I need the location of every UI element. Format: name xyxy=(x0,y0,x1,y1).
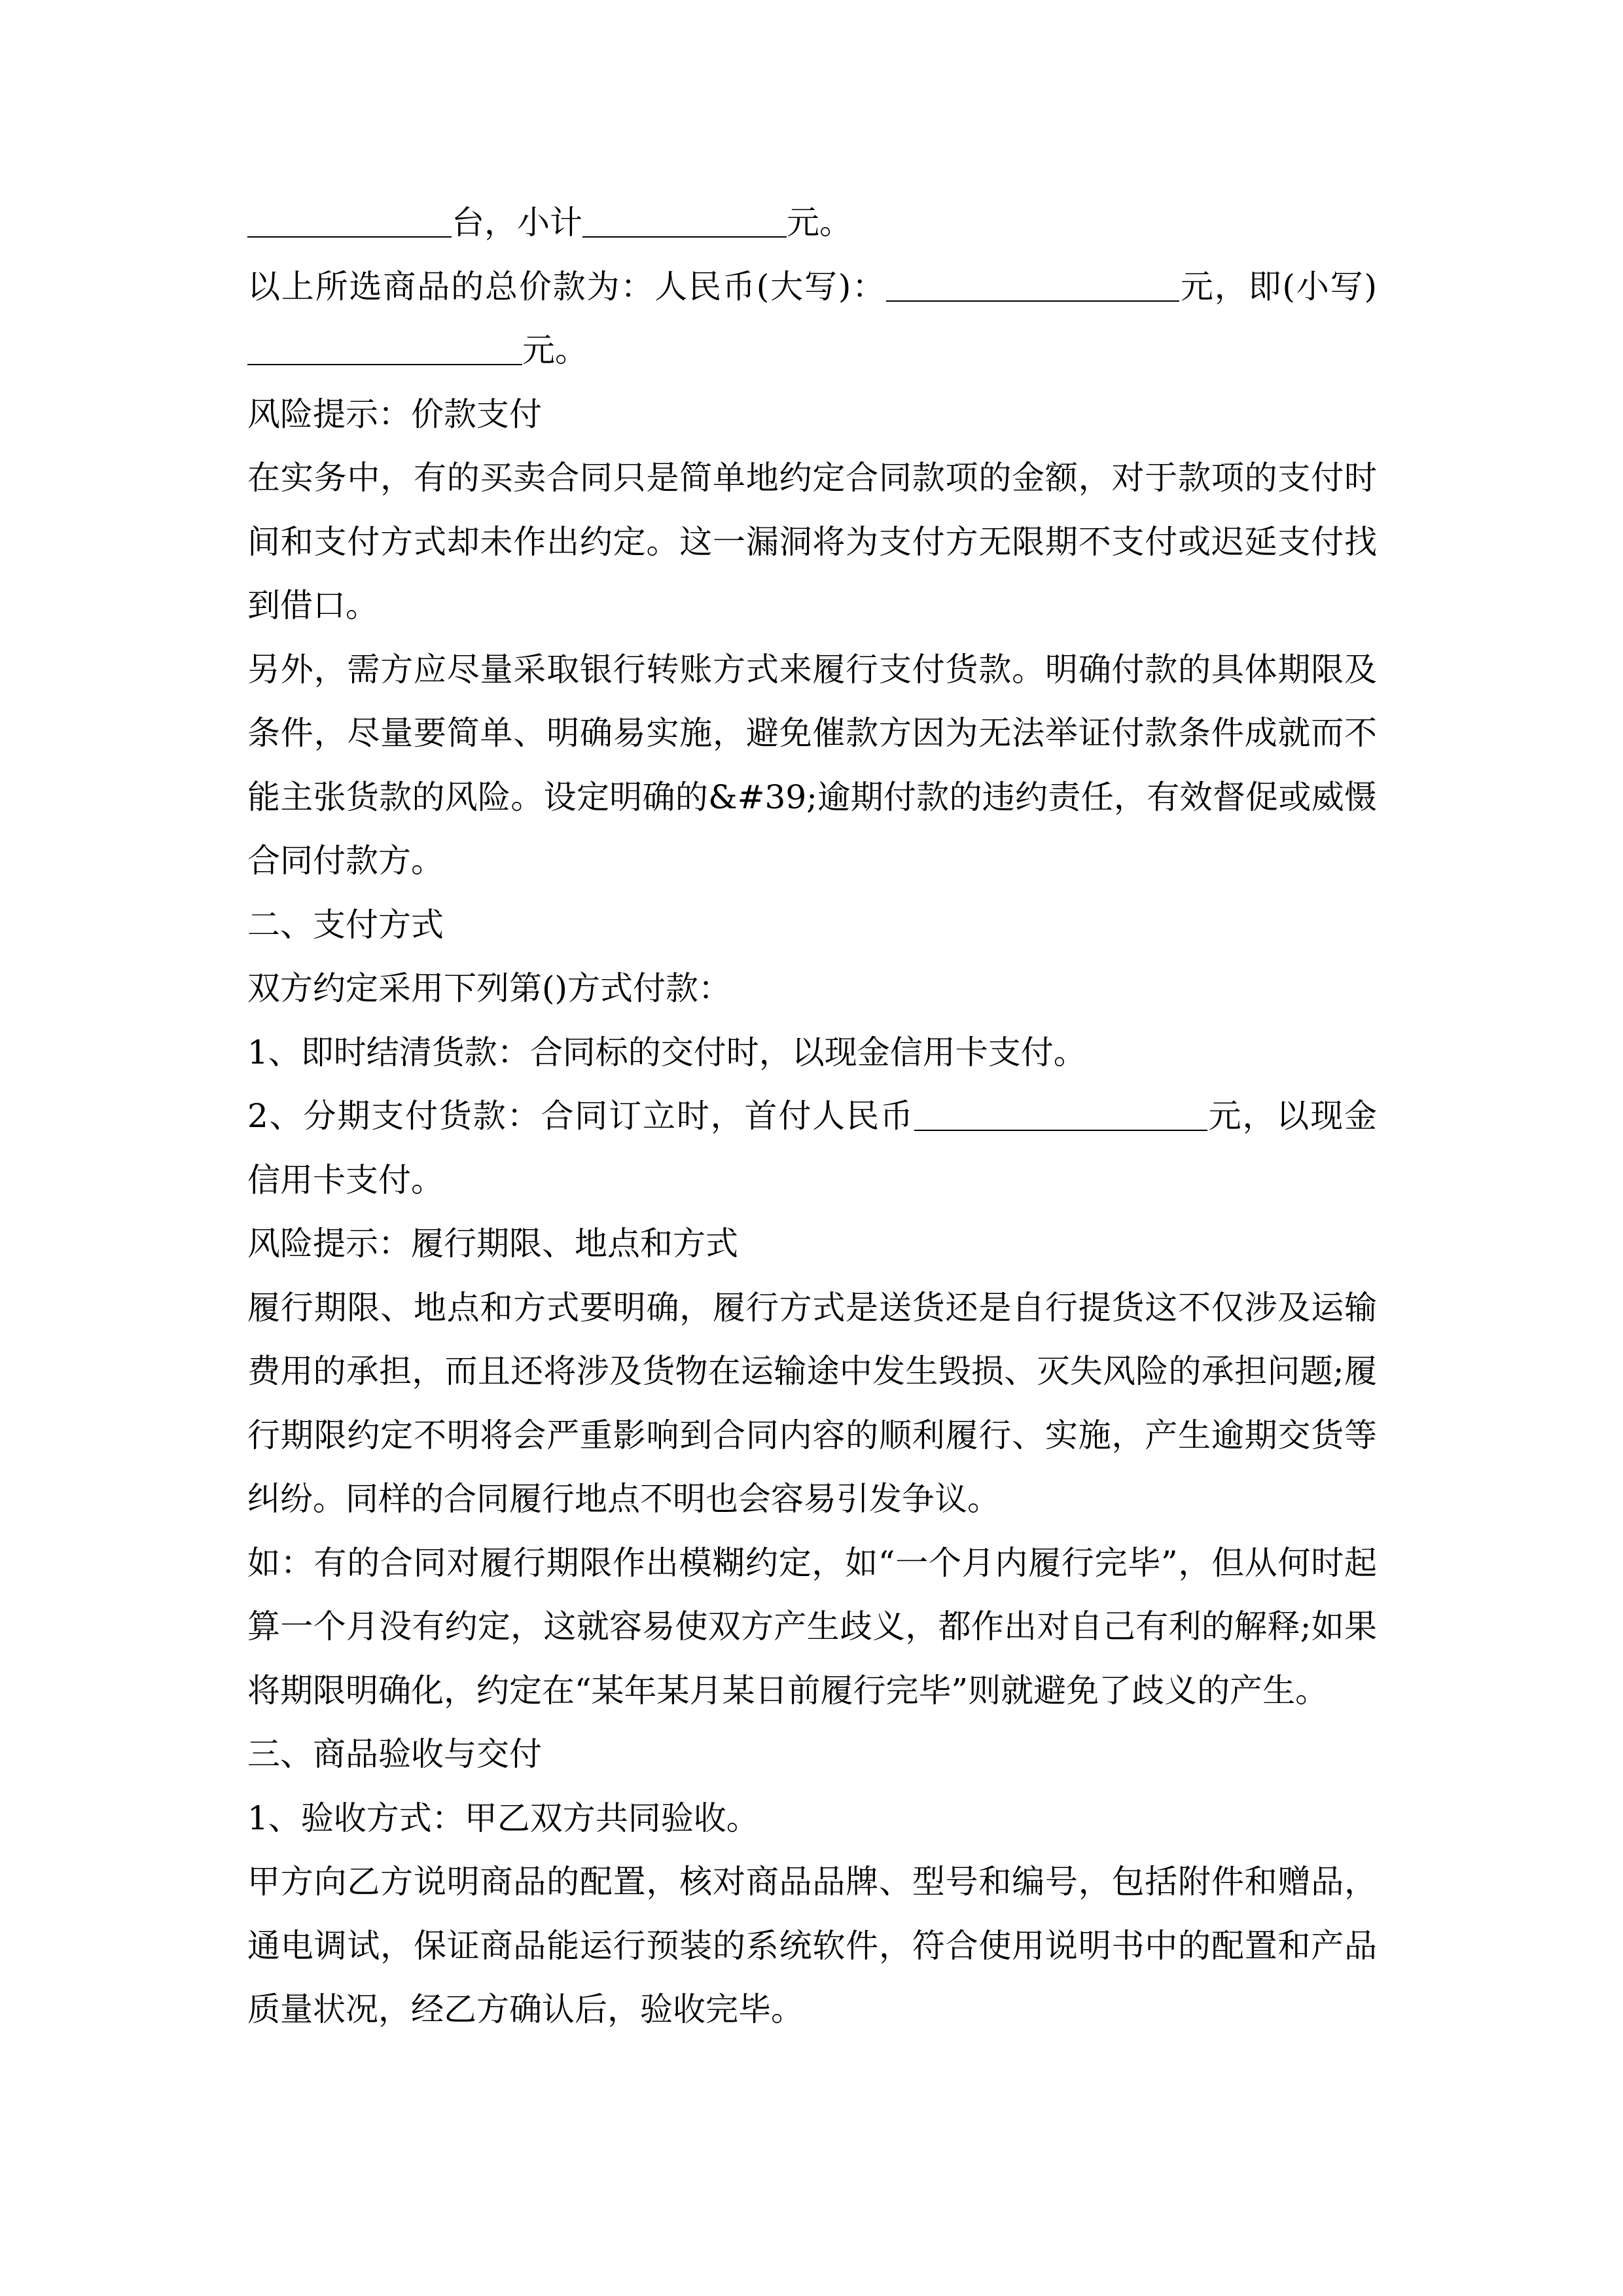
subtotal-blank xyxy=(582,205,787,238)
paragraph-acceptance-method: 1、验收方式：甲乙双方共同验收。 xyxy=(247,1799,759,1837)
paragraph-performance-terms: 履行期限、地点和方式要明确，履行方式是送货还是自行提货这不仅涉及运输费用的承担，而且还将涉及货物在运输途中发生毁损、灭失风险的承担问题;履行期限约定不明将会严重影响到合同内容的顺利履行、实施，产生逾期交货等纠纷。同样的合同履行地点不明也会容易引发争议。 xyxy=(247,1288,1377,1518)
section-heading-acceptance: 三、商品验收与交付 xyxy=(247,1735,542,1773)
total-price-paragraph: 以上所选商品的总价款为：人民币(大写)： 元，即(小写)元。 xyxy=(247,267,1377,369)
paragraph-practice: 在实务中，有的买卖合同只是简单地约定合同款项的金额，对于款项的支付时间和支付方式却未作出约定。这一漏洞将为支付方无限期不支付或迟延支付找到借口。 xyxy=(247,459,1377,624)
paragraph-acceptance-details: 甲方向乙方说明商品的配置，核对商品品牌、型号和编号，包括附件和赠品，通电调试，保证商品能运行预装的系统软件，符合使用说明书中的配置和产品质量状况，经乙方确认后，验收完毕。 xyxy=(247,1863,1377,2028)
total-uppercase-blank xyxy=(886,269,1179,302)
paragraph-payment-choice: 双方约定采用下列第()方式付款： xyxy=(247,969,732,1007)
section-heading-payment-method: 二、支付方式 xyxy=(247,905,444,944)
down-payment-blank xyxy=(914,1098,1207,1131)
paragraph-option-1: 1、即时结清货款：合同标的交付时，以现金信用卡支付。 xyxy=(247,1033,1086,1071)
total-lowercase-blank xyxy=(247,332,522,365)
quantity-blank xyxy=(247,205,452,238)
paragraph-bank-transfer: 另外，需方应尽量采取银行转账方式来履行支付货款。明确付款的具体期限及条件，尽量要简单、明确易实施，避免催款方因为无法举证付款条件成就而不能主张货款的风险。设定明确的&#39;逾期付款的违约责任，有效督促或威慑合同付款方。 xyxy=(247,650,1377,880)
risk-heading-payment: 风险提示：价款支付 xyxy=(247,395,542,433)
paragraph-example: 如：有的合同对履行期限作出模糊约定，如“一个月内履行完毕”，但从何时起算一个月没有约定，这就容易使双方产生歧义，都作出对自己有利的解释;如果将期限明确化，约定在“某年某月某日前履行完毕”则就避免了歧义的产生。 xyxy=(247,1543,1377,1710)
document-body xyxy=(247,191,1377,2042)
quantity-subtotal-line: 台，小计 元。 xyxy=(247,191,1377,255)
risk-heading-performance: 风险提示：履行期限、地点和方式 xyxy=(247,1225,738,1263)
paragraph-option-2: 2、分期支付货款：合同订立时，首付人民币 元，以现金信用卡支付。 xyxy=(247,1097,1378,1199)
